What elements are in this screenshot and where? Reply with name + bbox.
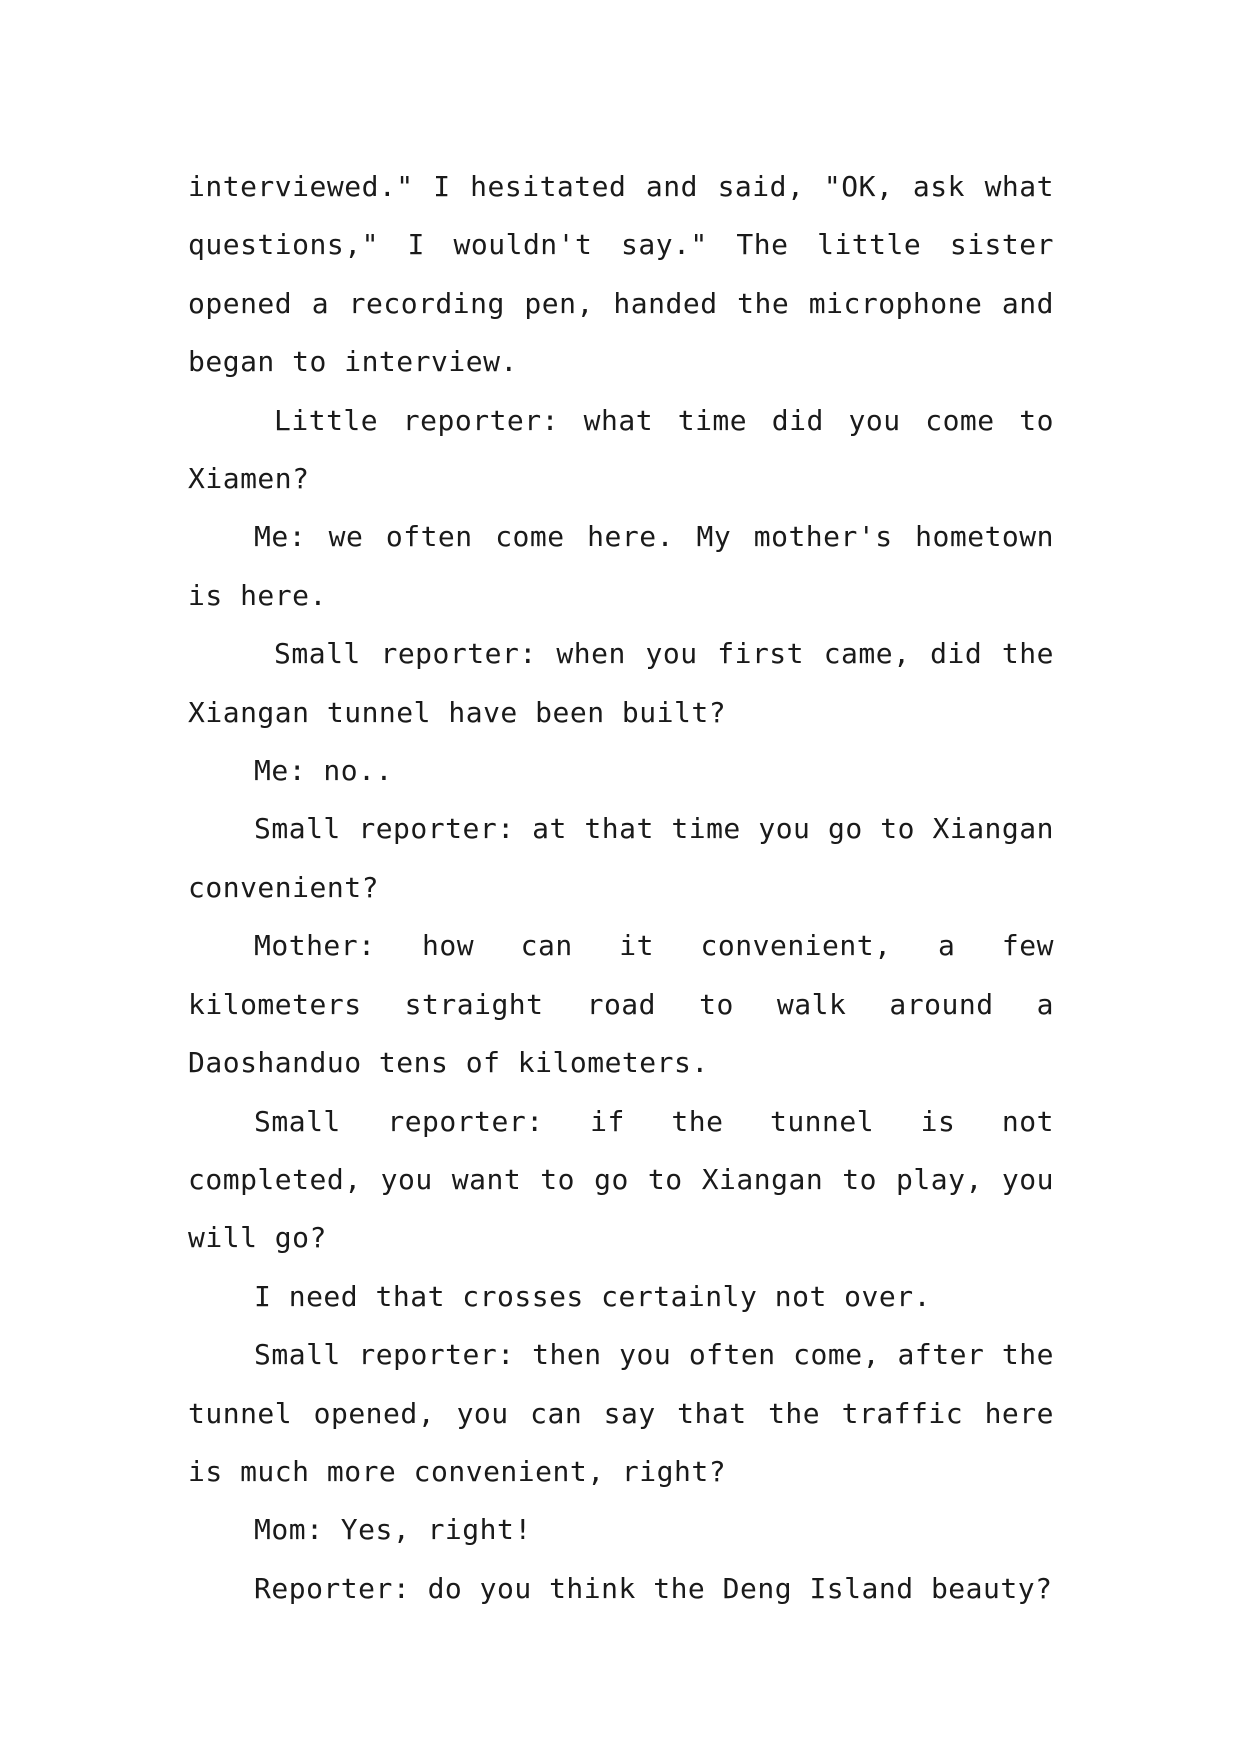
paragraph: Me: we often come here. My mother's hometown is here. [188, 520, 1054, 612]
paragraph: Small reporter: then you often come, after the tunnel opened, you can say that the traffic here is much more convenient, right? [188, 1338, 1054, 1488]
paragraph: Small reporter: at that time you go to Xiangan convenient? [188, 812, 1054, 904]
document-body [188, 158, 1054, 1618]
paragraph: Me: no.. [254, 754, 393, 788]
paragraph: Little reporter: what time did you come to Xiamen? [188, 403, 1054, 496]
paragraph: Small reporter: when you first came, did the Xiangan tunnel have been built? [188, 637, 1054, 729]
paragraph: Reporter: do you think the Deng Island beauty? [254, 1571, 1053, 1605]
paragraph: Mother: how can it convenient, a few kilometers straight road to walk around a Daoshanduo tens of kilometers. [188, 929, 1054, 1080]
paragraph: Small reporter: if the tunnel is not completed, you want to go to Xiangan to play, you will go? [188, 1104, 1054, 1255]
paragraph: Mom: Yes, right! [254, 1513, 532, 1547]
paragraph: interviewed." I hesitated and said, "OK, ask what questions," I wouldn't say." The little sister opened a recording pen, handed the microphone and began to interview. [188, 170, 1054, 379]
paragraph: I need that crosses certainly not over. [254, 1279, 931, 1313]
